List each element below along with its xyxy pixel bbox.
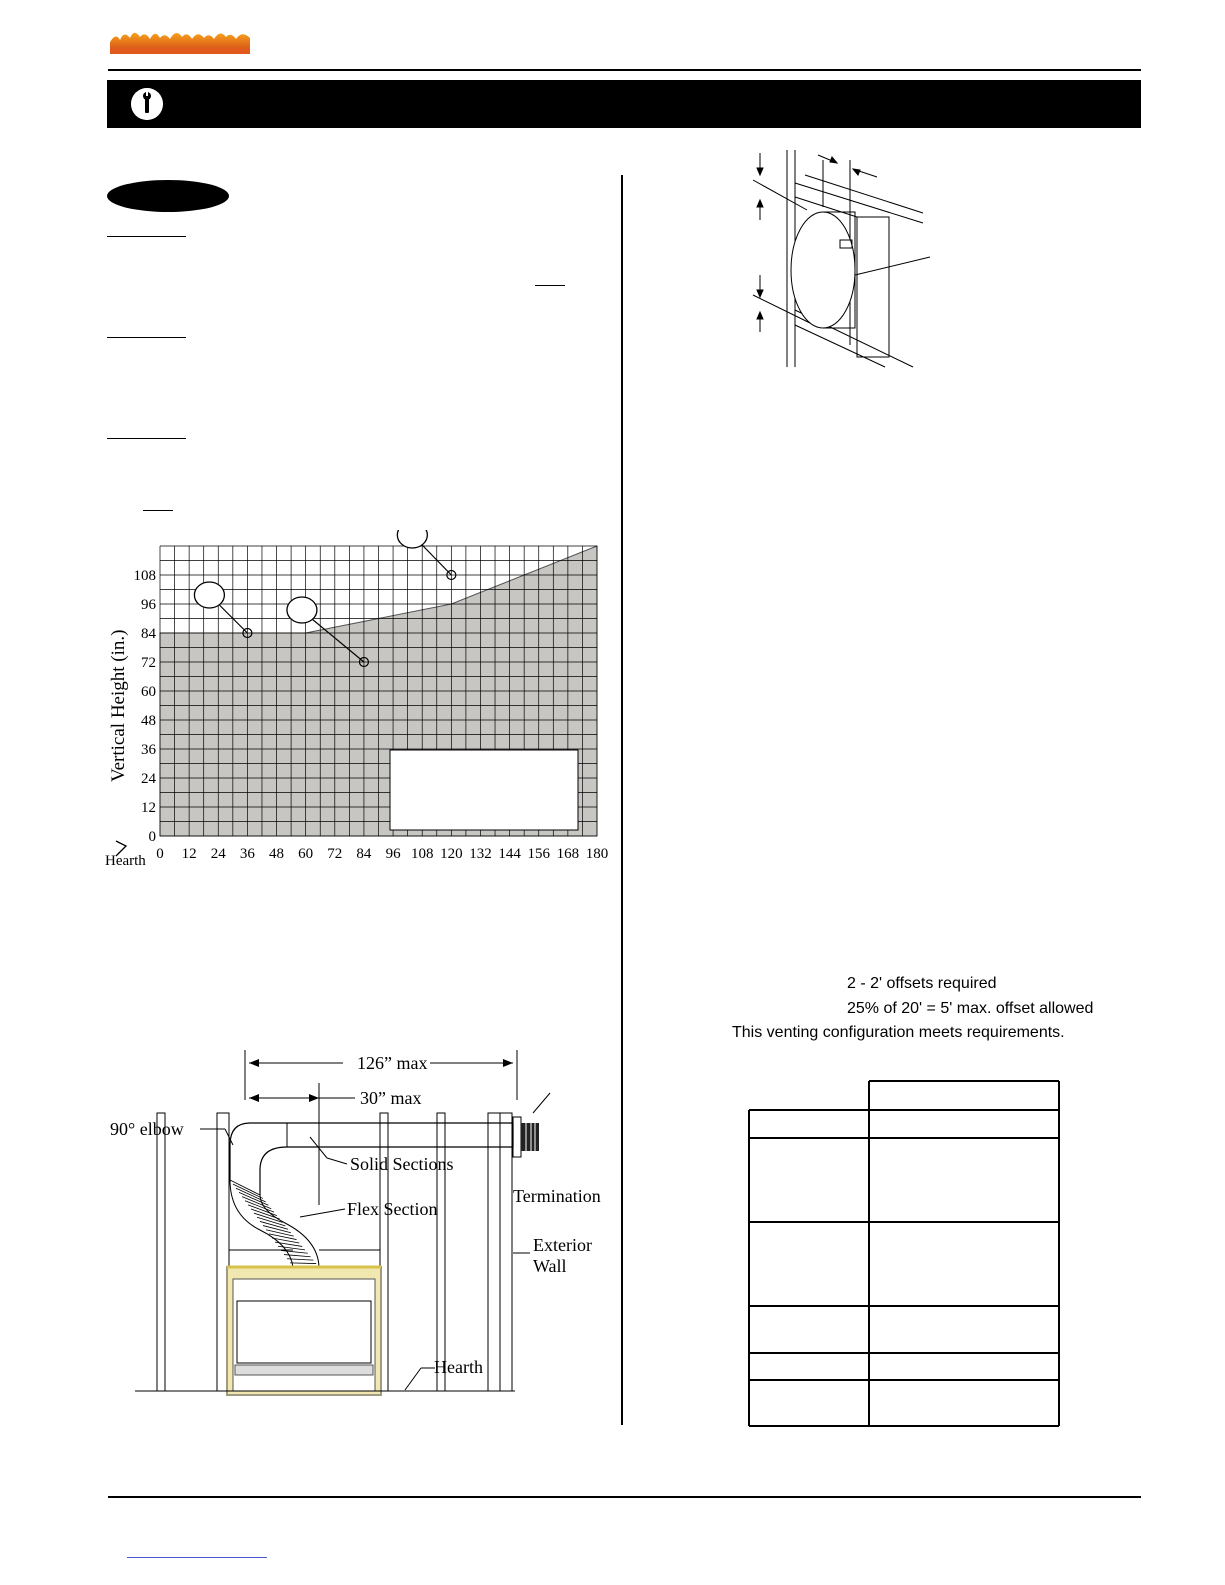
- chart-x-tick-label: 120: [440, 846, 463, 862]
- chart-x-tick-label: 96: [385, 846, 401, 862]
- chart-x-tick-label: 12: [181, 846, 197, 862]
- chart-callout-bubble: [287, 597, 317, 623]
- label-termination: Termination: [513, 1186, 601, 1206]
- chart-x-tick-label: 168: [556, 846, 580, 862]
- chart-y-tick-label: 48: [141, 713, 156, 729]
- hearth-origin-label: Hearth: [105, 853, 146, 869]
- subheading-rule-2: [107, 337, 186, 338]
- chart-x-tick-label: 36: [239, 846, 255, 862]
- chart-x-tick-label: 132: [469, 846, 492, 862]
- flame-logo-icon: [110, 28, 250, 54]
- label-exterior-line1: Exterior: [533, 1235, 592, 1255]
- label-hearth: Hearth: [434, 1357, 483, 1377]
- dim-126-max: 126” max: [357, 1053, 428, 1073]
- chart-y-axis-label: Vertical Height (in.): [108, 629, 129, 782]
- chart-x-tick-label: 24: [210, 846, 226, 862]
- chart-y-tick-label: 72: [141, 655, 156, 671]
- venting-diagram: [105, 1045, 620, 1405]
- chart-x-tick-label: 156: [527, 846, 550, 862]
- header-rule: [108, 69, 1141, 71]
- chart-y-tick-label: 96: [141, 597, 156, 613]
- chart-y-tick-label: 0: [148, 829, 156, 845]
- subheading-rule-1: [107, 236, 186, 237]
- emphasis-rule-1: [535, 285, 565, 286]
- emphasis-rule-2: [143, 510, 173, 511]
- chart-x-tick-label: 60: [298, 846, 314, 862]
- section-marker-pill: [107, 180, 229, 212]
- note-meets-requirements: This venting configuration meets requirements.: [732, 1024, 1065, 1041]
- label-exterior-line2: Wall: [533, 1256, 567, 1276]
- footer-link-underline[interactable]: [127, 1557, 267, 1558]
- column-divider: [621, 175, 623, 1425]
- chart-x-tick-label: 0: [156, 846, 164, 862]
- label-flex-section: Flex Section: [347, 1199, 438, 1219]
- dim-30-max: 30” max: [360, 1088, 422, 1108]
- label-solid-sections: Solid Sections: [350, 1154, 454, 1174]
- chart-x-tick-label: 144: [498, 846, 521, 862]
- chart-legend-box: [390, 750, 578, 830]
- note-offsets-required: 2 - 2' offsets required: [847, 975, 997, 992]
- footer-rule: [108, 1496, 1141, 1498]
- wall-framing-diagram: [745, 145, 945, 375]
- chart-x-tick-label: 108: [410, 846, 434, 862]
- vent-height-chart: [100, 530, 620, 875]
- wrench-info-icon: [131, 88, 163, 120]
- subheading-rule-3: [107, 438, 186, 439]
- chart-y-tick-label: 36: [141, 742, 156, 758]
- chart-y-tick-label: 60: [141, 684, 156, 700]
- chart-x-tick-label: 72: [327, 846, 343, 862]
- chart-y-tick-label: 84: [141, 626, 156, 642]
- chart-x-tick-label: 84: [356, 846, 372, 862]
- chart-y-tick-label: 108: [133, 568, 156, 584]
- chart-x-tick-label: 180: [585, 846, 609, 862]
- chart-y-tick-label: 12: [141, 800, 156, 816]
- section-banner: [107, 80, 1141, 128]
- requirements-table: [745, 1078, 1065, 1430]
- label-90-elbow: 90° elbow: [110, 1119, 184, 1139]
- chart-x-tick-label: 48: [269, 846, 285, 862]
- chart-y-tick-label: 24: [141, 771, 156, 787]
- note-max-offset: 25% of 20' = 5' max. offset allowed: [847, 1000, 1094, 1017]
- chart-callout-bubble: [194, 582, 224, 608]
